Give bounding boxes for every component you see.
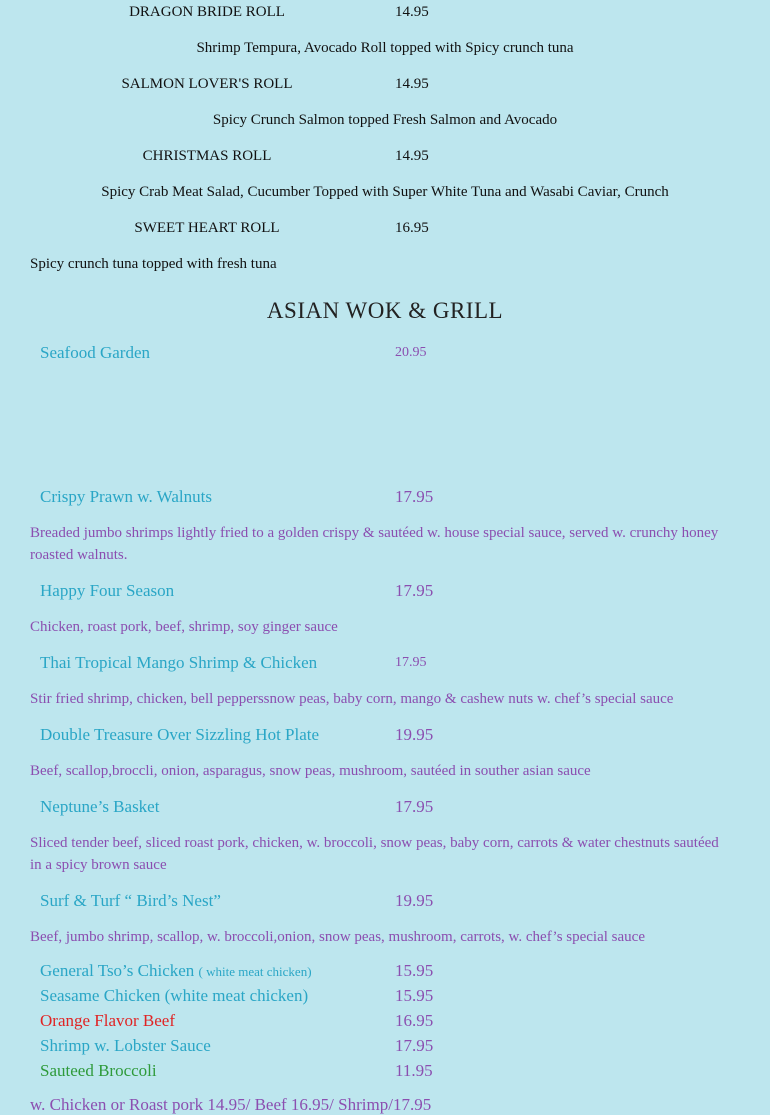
dish-description: Stir fried shrimp, chicken, bell pepperssnow peas, baby corn, mango & cashew nuts w. chef’s special sauce	[30, 691, 674, 707]
section-title: ASIAN WOK & GRILL	[266, 298, 504, 323]
dish-price: 17.95	[395, 655, 427, 670]
dish-description: Chicken, roast pork, beef, shrimp, soy ginger sauce	[30, 619, 338, 635]
dish-name: Sauteed Broccoli	[40, 1061, 157, 1080]
dish-name: Orange Flavor Beef	[40, 1011, 176, 1030]
menu-item-price: 14.95	[395, 148, 429, 164]
dish-name: Happy Four Season	[40, 581, 175, 600]
dish-price: 17.95	[395, 487, 434, 506]
dish-name: Surf & Turf “ Bird’s Nest”	[40, 891, 221, 910]
dish-price: 20.95	[395, 345, 427, 360]
dish-name: Crispy Prawn w. Walnuts	[40, 487, 212, 506]
dish-description: Sliced tender beef, sliced roast pork, chicken, w. broccoli, snow peas, baby corn, carrots & water chestnuts sautéed in a spicy brown sauce	[30, 835, 719, 873]
menu-item-price: 16.95	[395, 220, 429, 236]
dish-name: Double Treasure Over Sizzling Hot Plate	[40, 725, 320, 744]
dish-price: 11.95	[395, 1061, 433, 1080]
dish-note: ( white meat chicken)	[198, 964, 312, 979]
dish-name: Seasame Chicken (white meat chicken)	[40, 986, 309, 1005]
menu-item-name: DRAGON BRIDE ROLL	[129, 4, 285, 20]
dish-price: 19.95	[395, 891, 434, 910]
dish-description: Breaded jumbo shrimps lightly fried to a golden crispy & sautéed w. house special sauce, served w. crunchy honey roasted walnuts.	[30, 525, 719, 563]
dish-price: 15.95	[395, 961, 434, 980]
dish-name: Seafood Garden	[40, 343, 150, 362]
dish-description: Beef, scallop,broccli, onion, asparagus, snow peas, mushroom, sautéed in souther asian sauce	[30, 763, 591, 779]
dish-name	[40, 961, 312, 981]
menu-item-description: Spicy Crab Meat Salad, Cucumber Topped with Super White Tuna and Wasabi Caviar, Crunch	[101, 184, 669, 200]
dish-name-text: General Tso’s Chicken	[40, 961, 195, 980]
dish-price: 15.95	[395, 986, 434, 1005]
menu-item-name: CHRISTMAS ROLL	[142, 148, 272, 164]
menu-item-description: Shrimp Tempura, Avocado Roll topped with Spicy crunch tuna	[196, 40, 574, 56]
menu-item-name: SALMON LOVER'S ROLL	[121, 76, 293, 92]
menu-item-description: Spicy crunch tuna topped with fresh tuna	[30, 256, 277, 272]
menu-item-price: 14.95	[395, 76, 429, 92]
price-options-line: w. Chicken or Roast pork 14.95/ Beef 16.95/ Shrimp/17.95	[30, 1095, 432, 1114]
dish-price: 16.95	[395, 1011, 434, 1030]
dish-price: 19.95	[395, 725, 434, 744]
dish-price: 17.95	[395, 797, 434, 816]
dish-description: Beef, jumbo shrimp, scallop, w. broccoli,onion, snow peas, mushroom, carrots, w. chef’s special sauce	[30, 929, 645, 945]
dish-price: 17.95	[395, 581, 434, 600]
dish-price: 17.95	[395, 1036, 434, 1055]
dish-name: Neptune’s Basket	[40, 797, 160, 816]
menu-item-name: SWEET HEART ROLL	[134, 220, 280, 236]
dish-name: Shrimp w. Lobster Sauce	[40, 1036, 211, 1055]
menu-item-description: Spicy Crunch Salmon topped Fresh Salmon and Avocado	[212, 112, 558, 128]
menu-item-price: 14.95	[395, 4, 429, 20]
dish-name: Thai Tropical Mango Shrimp & Chicken	[40, 653, 318, 672]
